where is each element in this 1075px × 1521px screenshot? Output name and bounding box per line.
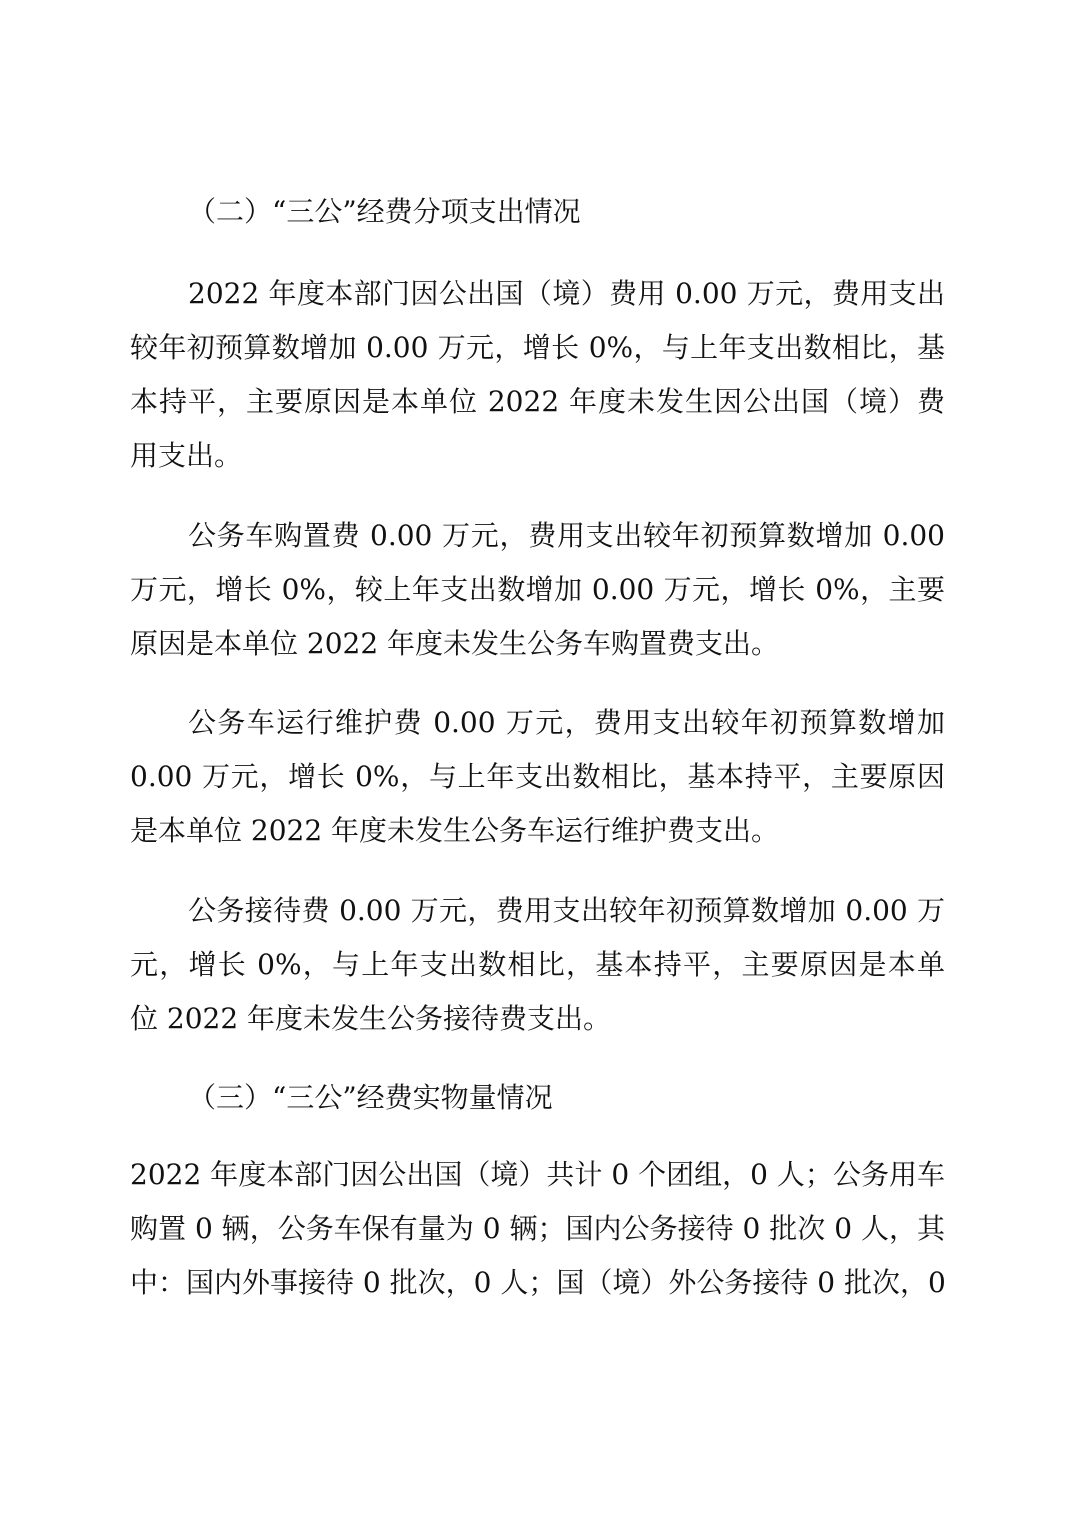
paragraph-line: 2022 年度本部门因公出国（境）费用 0.00 万元，费用支出	[188, 277, 945, 310]
section-heading-physical-quantity: （三）“三公”经费实物量情况	[188, 1081, 553, 1114]
paragraph-line: 公务接待费 0.00 万元，费用支出较年初预算数增加 0.00 万	[188, 894, 945, 927]
paragraph-line: 用支出。	[130, 439, 243, 472]
paragraph-line: 位 2022 年度未发生公务接待费支出。	[130, 1002, 612, 1035]
paragraph-line: 是本单位 2022 年度未发生公务车运行维护费支出。	[130, 814, 780, 847]
paragraph-line: 万元，增长 0%，较上年支出数增加 0.00 万元，增长 0%，主要	[130, 573, 945, 606]
paragraph-line: 元，增长 0%，与上年支出数相比，基本持平，主要原因是本单	[130, 948, 945, 981]
paragraph-line: 原因是本单位 2022 年度未发生公务车购置费支出。	[130, 627, 780, 660]
paragraph-line: 公务车运行维护费 0.00 万元，费用支出较年初预算数增加	[188, 706, 945, 739]
paragraph-line: 0.00 万元，增长 0%，与上年支出数相比，基本持平，主要原因	[130, 760, 945, 793]
paragraph-line: 较年初预算数增加 0.00 万元，增长 0%，与上年支出数相比，基	[130, 331, 945, 364]
paragraph-line: 中：国内外事接待 0 批次，0 人；国（境）外公务接待 0 批次，0	[130, 1266, 946, 1299]
section-heading-expense-breakdown: （二）“三公”经费分项支出情况	[188, 195, 581, 228]
paragraph-line: 2022 年度本部门因公出国（境）共计 0 个团组，0 人；公务用车	[130, 1158, 945, 1191]
paragraph-line: 公务车购置费 0.00 万元，费用支出较年初预算数增加 0.00	[188, 519, 945, 552]
paragraph-line: 购置 0 辆，公务车保有量为 0 辆；国内公务接待 0 批次 0 人，其	[130, 1212, 945, 1245]
paragraph-line: 本持平，主要原因是本单位 2022 年度未发生因公出国（境）费	[130, 385, 945, 418]
